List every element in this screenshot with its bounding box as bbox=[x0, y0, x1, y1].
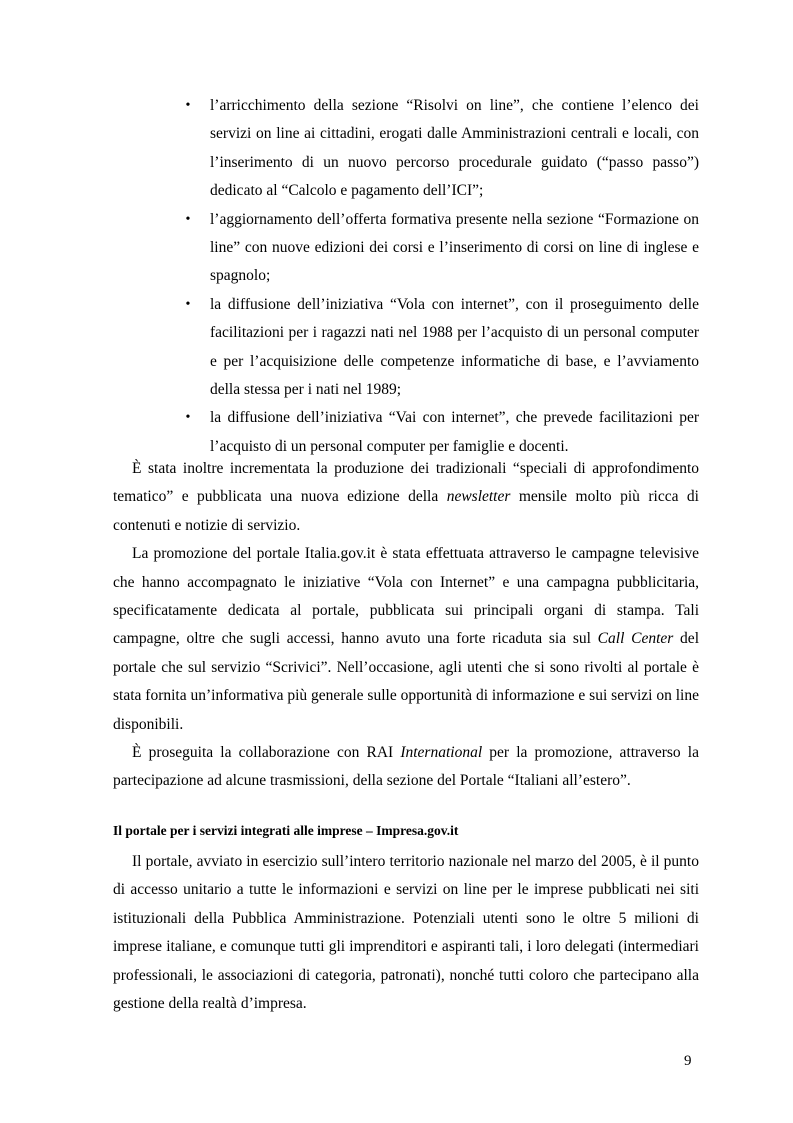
bullet-item bbox=[183, 404, 699, 461]
section-heading: Il portale per i servizi integrati alle imprese – Impresa.gov.it bbox=[113, 823, 459, 838]
bullet-item bbox=[183, 206, 699, 291]
paragraph-promotion bbox=[113, 540, 699, 739]
bullet-icon: • bbox=[185, 211, 191, 227]
paragraph-text: del portale che sul servizio “Scrivici”. Nell’occasione, agli utenti che si sono rivolti al portale è stata fornita un’informativa più generale sulle opportunità di informazione e sui servizi on line disponibili. bbox=[113, 630, 699, 733]
bullet-text: l’aggiornamento dell’offerta formativa presente nella sezione “Formazione on line” con nuove edizioni dei corsi e l’inserimento di corsi on line di inglese e spagnolo; bbox=[210, 210, 699, 285]
bullet-icon: • bbox=[185, 296, 191, 312]
paragraph-italic-text: International bbox=[400, 744, 483, 762]
bullet-list bbox=[183, 92, 699, 461]
page-number: 9 bbox=[684, 1053, 692, 1069]
bullet-text: l’arricchimento della sezione “Risolvi on line”, che contiene l’elenco dei servizi on line ai cittadini, erogati dalle Amministrazioni centrali e locali, con l’inserimento di un nuovo percorso procedurale guidato (“passo passo”) dedicato al “Calcolo e pagamento dell’ICI”; bbox=[210, 97, 699, 200]
bullet-icon: • bbox=[185, 410, 191, 426]
paragraph-rai bbox=[113, 739, 699, 796]
bullet-text: la diffusione dell’iniziativa “Vai con internet”, che prevede facilitazioni per l’acquisto di un personal computer per famiglie e docenti. bbox=[210, 409, 699, 455]
body-section-2 bbox=[113, 848, 699, 1018]
paragraph-italic-text: newsletter bbox=[446, 488, 511, 506]
paragraph-text: per la promozione, attraverso la partecipazione ad alcune trasmissioni, della sezione del Portale “Italiani all’estero”. bbox=[113, 744, 699, 790]
paragraph-text: La promozione del portale Italia.gov.it è stata effettuata attraverso le campagne televisive che hanno accompagnato le iniziative “Vola con Internet” e una campagna pubblicitaria, specificatamente dedicata al portale, pubblicata sui principali organi di stampa. Tali campagne, oltre che sugli accessi, hanno avuto una forte ricaduta sia sul bbox=[113, 545, 699, 648]
bullet-item bbox=[183, 291, 699, 405]
paragraph-text: È stata inoltre incrementata la produzione dei tradizionali “speciali di approfondimento tematico” e pubblicata una nuova edizione della bbox=[113, 460, 699, 506]
paragraph-text: mensile molto più ricca di contenuti e notizie di servizio. bbox=[113, 488, 699, 534]
bullet-icon: • bbox=[185, 98, 191, 113]
bullet-text: la diffusione dell’iniziativa “Vola con internet”, con il proseguimento delle facilitazioni per i ragazzi nati nel 1988 per l’acquisto di un personal computer e per l’acquisizione delle competenze informatiche di base, e l’avviamento della stessa per i nati nel 1989; bbox=[210, 295, 699, 399]
paragraph-italic-text: Call Center bbox=[597, 630, 674, 648]
paragraph-text: È proseguita la collaborazione con RAI bbox=[132, 744, 401, 762]
paragraph-newsletter bbox=[113, 455, 699, 540]
body-section-1 bbox=[113, 455, 699, 796]
paragraph-impresa: Il portale, avviato in esercizio sull’intero territorio nazionale nel marzo del 2005, è il punto di accesso unitario a tutte le informazioni e servizi on line per le imprese pubblicati nei siti istituzionali della Pubblica Amministrazione. Potenziali utenti sono le oltre 5 milioni di imprese italiane, e comunque tutti gli imprenditori e aspiranti tali, i loro delegati (intermediari professionali, le associazioni di categoria, patronati), nonché tutti coloro che partecipano alla gestione della realtà d’impresa. bbox=[113, 853, 699, 1013]
bullet-item bbox=[183, 92, 699, 206]
